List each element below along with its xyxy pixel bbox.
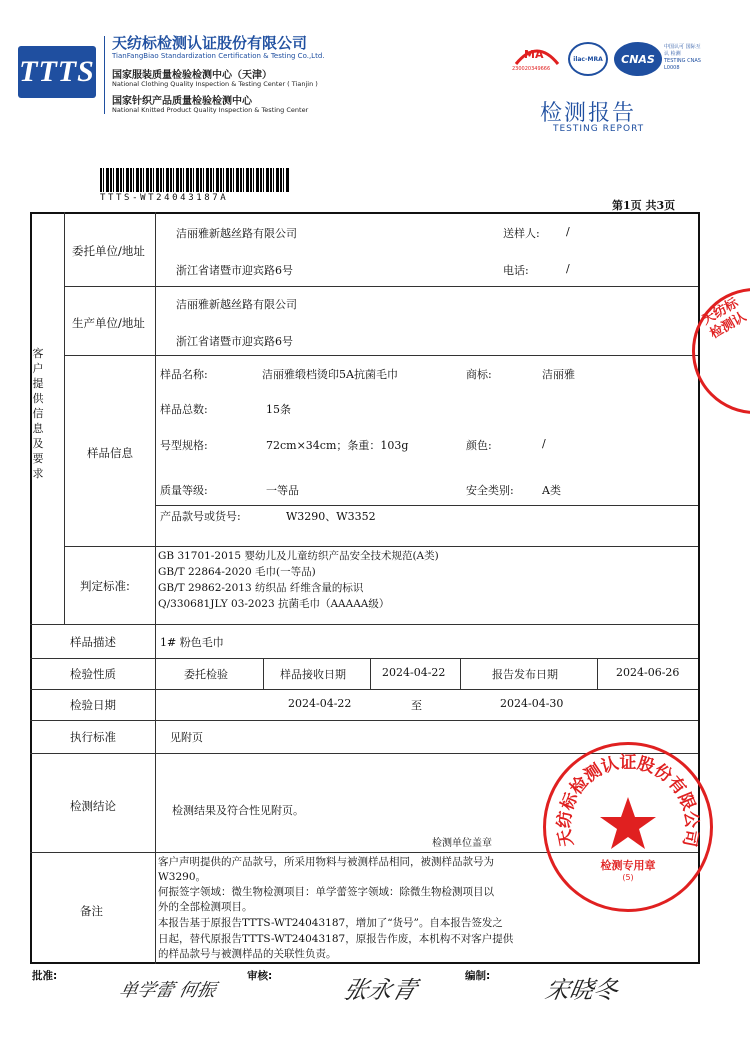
execution-value: 见附页 [170, 731, 203, 744]
description-label: 样品描述 [70, 635, 116, 649]
report-title-en: TESTING REPORT [553, 124, 645, 134]
receive-date-value: 2024-04-22 [382, 666, 446, 679]
receive-date-label: 样品接收日期 [280, 668, 346, 681]
compile-signature: 宋晓冬 [543, 976, 621, 1004]
seal-sub-text: (5) [622, 873, 634, 882]
entrust-label: 委托单位/地址 [72, 244, 145, 258]
seal-caption: 检测单位盖章 [432, 838, 492, 849]
partial-seal-text: 天纺标检测认 [699, 295, 749, 342]
conclusion-label: 检测结论 [70, 799, 116, 813]
standard-label: 判定标准: [80, 579, 130, 593]
cma-number: 230020349666 [512, 66, 551, 72]
ilac-text: ilac-MRA [573, 55, 603, 63]
row-divider [30, 689, 698, 690]
logo-text: TTTS [19, 55, 95, 88]
col-divider [597, 658, 598, 689]
nature-label: 检验性质 [70, 667, 116, 681]
entrust-company: 洁丽雅新越丝路有限公司 [176, 227, 297, 240]
cnas-mark-icon [614, 42, 662, 76]
inspection-to: 至 [411, 699, 422, 712]
grade-value: 一等品 [266, 484, 299, 497]
color-label: 颜色: [466, 439, 492, 452]
remark-line: 本报告基于原报告TTTS-WT24043187，增加了“货号”。自本报告签发之 [158, 917, 503, 929]
remarks-label: 备注 [80, 904, 103, 918]
spec-label: 号型规格: [160, 439, 208, 452]
row-divider [64, 286, 698, 287]
issue-date-value: 2024-06-26 [616, 666, 680, 679]
cma-text: MA [524, 48, 544, 61]
client-section-label: 客 户 提 供 信 息 及 要 求 [32, 347, 44, 480]
page-info: 第1页 共3页 [612, 199, 676, 212]
partial-seal-stamp [692, 288, 750, 414]
inspection-start: 2024-04-22 [288, 697, 352, 710]
producer-company: 洁丽雅新越丝路有限公司 [176, 298, 297, 311]
remark-line: 客户声明提供的产品款号，所采用物料与被测样品相同，被测样品款号为 [158, 856, 494, 868]
standard-line: GB/T 22864-2020 毛巾(一等品) [158, 566, 316, 578]
description-value: 1# 粉色毛巾 [160, 636, 224, 649]
cnas-caption-en: TESTING CNAS L0008 [664, 58, 701, 71]
center2-en: National Knitted Product Quality Inspection & Testing Center [112, 106, 309, 114]
svg-text:天纺标检测认证股份有限公司: 天纺标检测认证股份有限公司 [554, 752, 702, 849]
remark-line: 何振签字领域：微生物检测项目：单学蕾签字领域：除微生物检测项目以 [158, 886, 494, 898]
company-name-cn: 天纺标检测认证股份有限公司 [112, 34, 308, 52]
cnas-text: CNAS [621, 52, 655, 66]
sample-name-label: 样品名称: [160, 368, 208, 381]
company-name-en: TianFangBiao Standardization Certification & Testing Co.,Ltd. [112, 52, 325, 60]
report-title: 检测报告 [540, 101, 637, 126]
inspection-end: 2024-04-30 [500, 697, 564, 710]
cma-mark-icon [512, 44, 562, 74]
remark-line: 的样品款号与被测样品的关联性负责。 [158, 948, 337, 960]
row-divider [30, 720, 698, 721]
brand-label: 商标: [466, 368, 492, 381]
seal-center-text: 检测专用章 [600, 859, 656, 872]
approve-label: 批准: [32, 970, 58, 982]
col-divider [263, 658, 264, 689]
standard-line: Q/330681JLY 03-2023 抗菌毛巾（AAAAA级） [158, 598, 390, 610]
producer-address: 浙江省诸暨市迎宾路6号 [176, 335, 293, 348]
cnas-caption-cn: 中国认可 国际互认 检测 [664, 44, 701, 57]
approve-signature: 单学蕾 何振 [117, 980, 218, 1001]
col-divider [370, 658, 371, 689]
review-signature: 张永青 [340, 976, 421, 1004]
qty-value: 15条 [266, 403, 291, 416]
color-value: / [542, 437, 546, 450]
model-value: W3290、W3352 [286, 510, 376, 523]
model-label: 产品款号或货号: [160, 510, 241, 523]
brand-value: 洁丽雅 [542, 368, 575, 381]
col-divider [155, 212, 156, 964]
nature-value: 委托检验 [184, 668, 228, 681]
sample-info-label: 样品信息 [87, 446, 133, 460]
issue-date-label: 报告发布日期 [492, 668, 558, 681]
qty-label: 样品总数: [160, 403, 208, 416]
header-divider [104, 36, 105, 114]
phone-value: / [566, 262, 570, 275]
phone-label: 电话: [503, 264, 529, 277]
producer-label: 生产单位/地址 [72, 316, 145, 330]
safety-label: 安全类别: [466, 484, 514, 497]
col-divider [460, 658, 461, 689]
standard-line: GB/T 29862-2013 纺织品 纤维含量的标识 [158, 582, 364, 594]
review-label: 审核: [247, 970, 273, 982]
spec-value: 72cm×34cm；条重：103g [266, 439, 409, 452]
inspection-seal-stamp [543, 742, 713, 912]
execution-label: 执行标准 [70, 730, 116, 744]
barcode-icon [100, 168, 290, 192]
center1-en: National Clothing Quality Inspection & Testing Center ( Tianjin ) [112, 80, 318, 88]
center2-cn: 国家针织产品质量检验检测中心 [112, 96, 252, 107]
row-divider [64, 355, 698, 356]
conclusion-value: 检测结果及符合性见附页。 [172, 804, 304, 817]
remark-line: 日起，替代原报告TTTS-WT24043187，原报告作废，本机构不对客户提供 [158, 933, 514, 945]
row-divider [30, 624, 698, 625]
sender-value: / [566, 225, 570, 238]
sample-name-value: 洁丽雅缎档烫印5A抗菌毛巾 [262, 368, 398, 381]
standard-line: GB 31701-2015 婴幼儿及儿童纺织产品安全技术规范(A类) [158, 550, 439, 562]
compile-label: 编制: [465, 970, 491, 982]
grade-label: 质量等级: [160, 484, 208, 497]
company-logo [18, 46, 96, 98]
remark-line: W3290。 [158, 871, 207, 883]
row-divider [155, 505, 698, 506]
row-divider [64, 546, 698, 547]
remark-line: 外的全部检测项目。 [158, 901, 253, 913]
col-divider [64, 212, 65, 624]
safety-value: A类 [542, 484, 561, 497]
seal-ring-icon [546, 745, 710, 909]
ilac-mark-icon [568, 42, 608, 76]
report-number: TTTS-WT24043187A [100, 193, 229, 203]
center1-cn: 国家服装质量检验检测中心（天津） [112, 70, 272, 81]
entrust-address: 浙江省诸暨市迎宾路6号 [176, 264, 293, 277]
inspection-date-label: 检验日期 [70, 698, 116, 712]
sender-label: 送样人: [503, 227, 540, 240]
